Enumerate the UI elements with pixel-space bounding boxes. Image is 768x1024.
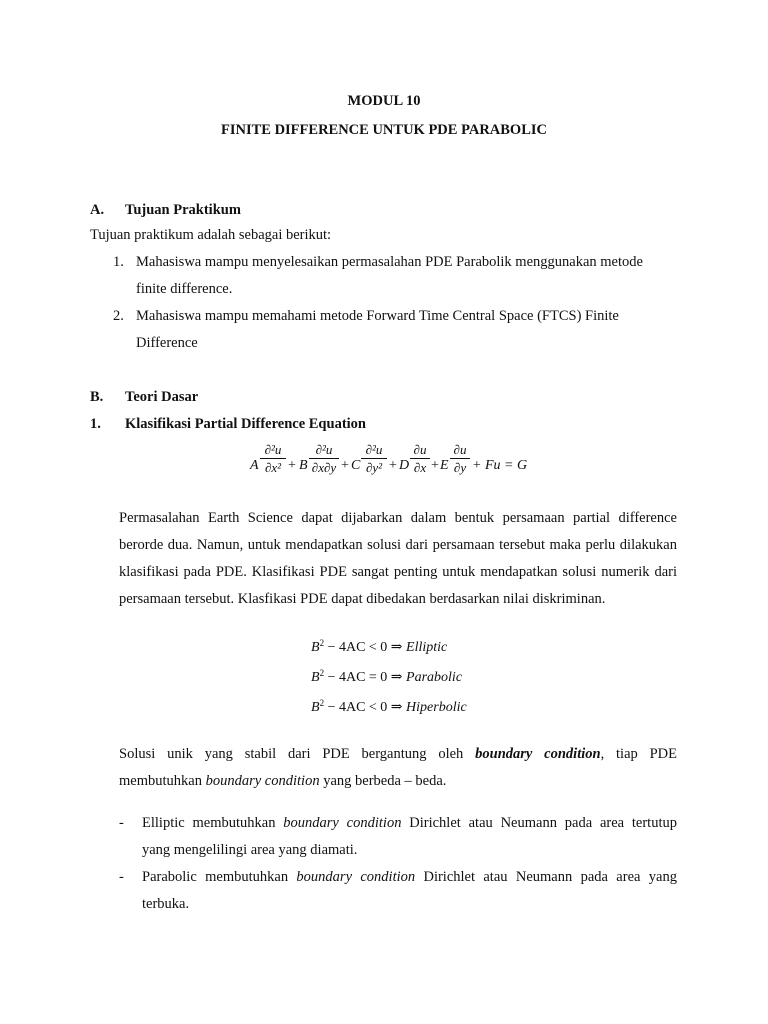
frac-den: ∂x∂y [311,460,337,475]
fraction-d2u-dx2 [260,442,286,475]
section-a-label: A. [90,202,105,218]
coef-a: A [250,458,259,473]
bullet-line: yang mengelilingi area yang diamati. [142,842,358,858]
equation-tail: + Fu = G [472,458,528,473]
bullet-line: terbuka. [142,896,190,912]
fraction-du-dx [410,442,430,475]
bullet-dash: - [119,869,124,885]
frac-num: ∂²u [315,442,333,457]
paragraph-line: persamaan tersebut. Klasfikasi PDE dapat dibedakan berdasarkan nilai diskriminan. [119,591,606,607]
subsection-heading: Klasifikasi Partial Difference Equation [125,416,366,432]
inequality: − 4AC = 0 ⇒ [324,670,407,685]
frac-num: ∂²u [365,442,383,457]
list-item-line: Difference [136,335,198,351]
subsection-label: 1. [90,416,101,432]
frac-num: ∂²u [264,442,282,457]
list-item-number: 2. [113,308,124,324]
section-b-heading: Teori Dasar [125,389,199,405]
boundary-paragraph-line [119,773,446,790]
coef-e: E [440,458,449,473]
fraction-du-dy [450,442,470,475]
list-item-line: finite difference. [136,281,233,297]
frac-den: ∂x² [264,460,282,475]
pde-type: Elliptic [406,640,448,655]
module-title: FINITE DIFFERENCE UNTUK PDE PARABOLIC [220,122,547,138]
pde-type: Parabolic [406,670,463,685]
var-b: B [311,700,320,715]
module-number: MODUL 10 [347,93,421,109]
text-run: Elliptic membutuhkan [142,815,284,831]
boundary-paragraph-line [119,746,677,763]
italic-text: boundary condition [296,869,416,885]
list-item-line: Mahasiswa mampu memahami metode Forward Time Central Space (FTCS) Finite [136,308,619,324]
text-run: Dirichlet atau Neumann pada area tertutup [401,815,677,831]
plus-sign: + [341,458,349,473]
classification-hiperbolic: $B^2 - 4AC < 0$ ⇒ Hiperbolic [311,698,467,715]
classification-parabolic: $B^2 - 4AC = 0$ ⇒ Parabolic [311,668,463,685]
frac-den: ∂y [453,460,467,475]
text-run: yang berbeda – beda. [319,773,447,789]
inequality: − 4AC < 0 ⇒ [324,700,407,715]
list-item-number: 1. [113,254,124,270]
text-run: Parabolic membutuhkan [142,869,297,885]
text-run: Dirichlet atau Neumann pada area yang [415,869,677,885]
section-a-intro: Tujuan praktikum adalah sebagai berikut: [90,227,332,243]
section-a-heading: Tujuan Praktikum [125,202,241,218]
paragraph-line: klasifikasi pada PDE. Klasifikasi PDE sangat penting untuk mendapatkan solusi numerik dari [119,564,677,580]
plus-sign: + [288,458,296,473]
frac-den: ∂y² [365,460,383,475]
text-run: membutuhkan [119,773,206,789]
coef-b: B [299,458,308,473]
paragraph-line: berorde dua. Namun, untuk mendapatkan solusi dari persamaan tersebut maka perlu dilakukan [119,537,677,553]
text-run: , tiap PDE [600,746,677,762]
italic-text: boundary condition [283,815,402,831]
fraction-d2u-dy2 [361,442,387,475]
section-b-label: B. [90,389,104,405]
pde-type: Hiperbolic [406,700,467,715]
coef-c: C [351,458,361,473]
bullet-dash: - [119,815,124,831]
plus-sign: + [389,458,397,473]
italic-text: boundary condition [205,773,320,789]
coef-d: D [399,458,410,473]
classification-elliptic: $B^2 - 4AC < 0$ ⇒ Elliptic [311,638,448,655]
frac-den: ∂x [413,460,427,475]
frac-num: ∂u [453,442,467,457]
frac-num: ∂u [413,442,427,457]
bullet-line [142,869,677,886]
list-item-line: Mahasiswa mampu menyelesaikan permasalahan PDE Parabolik menggunakan metode [136,254,643,270]
text-run: Solusi unik yang stabil dari PDE bergantung oleh [119,746,476,762]
paragraph-line: Permasalahan Earth Science dapat dijabarkan dalam bentuk persamaan partial difference [119,510,677,526]
bullet-line [142,815,677,832]
fraction-d2u-dxdy [309,442,339,475]
var-b: B [311,640,320,655]
inequality: − 4AC < 0 ⇒ [324,640,407,655]
plus-sign: + [431,458,439,473]
var-b: B [311,670,320,685]
emphasis-text: boundary condition [475,746,601,762]
